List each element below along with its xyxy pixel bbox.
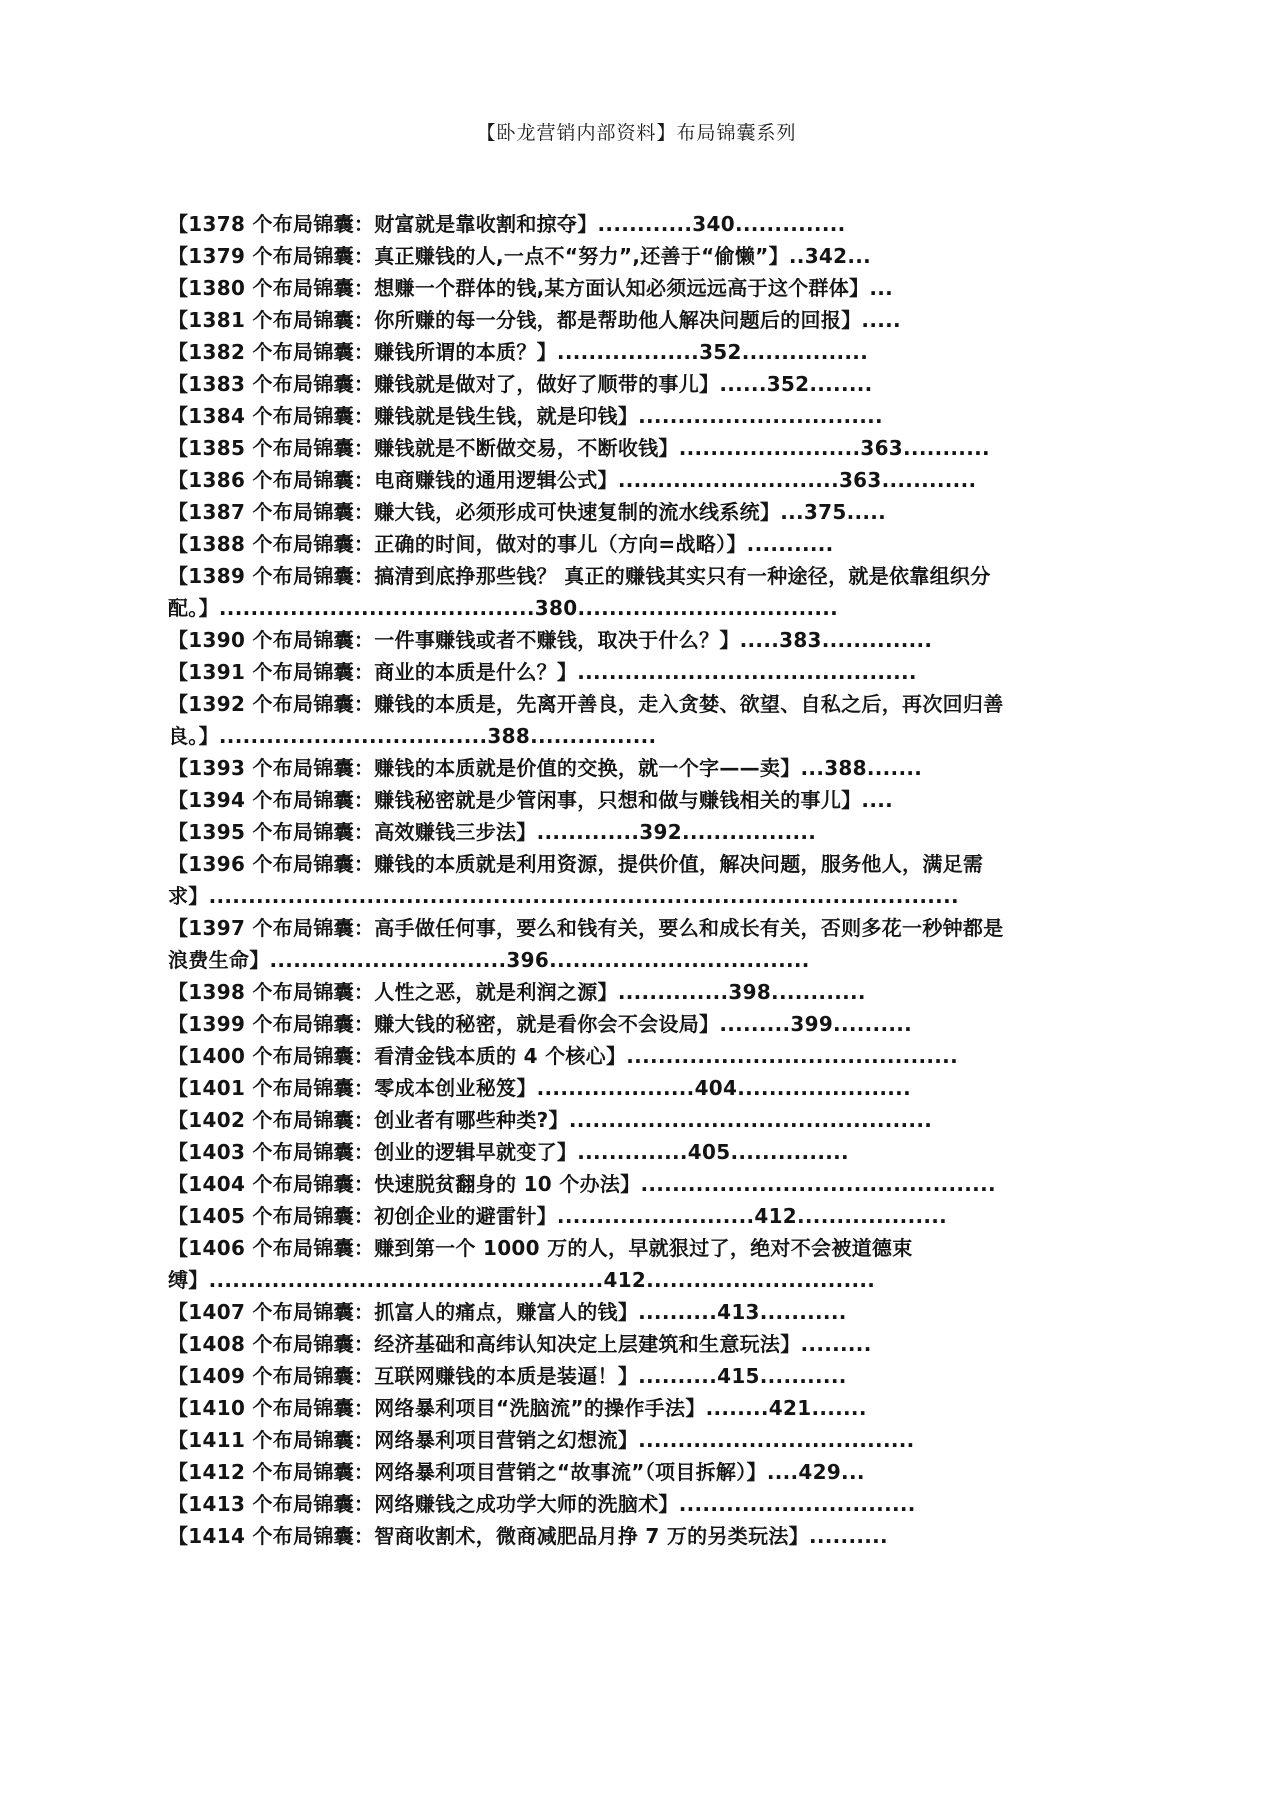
toc-entry: 【1394 个布局锦囊：赚钱秘密就是少管闲事，只想和做与赚钱相关的事儿】.... [168,788,894,812]
toc-entry: 【1395 个布局锦囊：高效赚钱三步法】.............392................. [168,820,817,844]
toc-entry: 【1401 个布局锦囊：零成本创业秘笈】....................404...................... [168,1076,911,1100]
toc-entry: 【1385 个布局锦囊：赚钱就是不断做交易，不断收钱】.......................363........... [168,436,990,460]
toc-entry: 【1404 个布局锦囊：快速脱贫翻身的 10 个办法】............................................. [168,1172,996,1196]
toc-entry: 【1405 个布局锦囊：初创企业的避雷针】.........................412................... [168,1204,948,1228]
toc-entry: 【1393 个布局锦囊：赚钱的本质就是价值的交换，就一个字——卖】...388....... [168,756,923,780]
toc-entry: 【1384 个布局锦囊：赚钱就是钱生钱，就是印钱】............................... [168,404,883,428]
toc-entry: 【1409 个布局锦囊：互联网赚钱的本质是装逼！】..........415........... [168,1364,847,1388]
toc-entry: 【1411 个布局锦囊：网络暴利项目营销之幻想流】................................... [168,1428,915,1452]
toc-entry: 【1407 个布局锦囊：抓富人的痛点，赚富人的钱】..........413........... [168,1300,847,1324]
toc-entry: 【1412 个布局锦囊：网络暴利项目营销之“故事流”（项目拆解）】....429... [168,1460,865,1484]
toc-entry: 【1413 个布局锦囊：网络赚钱之成功学大师的洗脑术】.............................. [168,1492,916,1516]
toc-entry: 【1399 个布局锦囊：赚大钱的秘密，就是看你会不会设局】.........399.......... [168,1012,913,1036]
toc-entry: 【1380 个布局锦囊：想赚一个群体的钱,某方面认知必须远远高于这个群体】... [168,276,894,300]
toc-entry: 【1398 个布局锦囊：人性之恶，就是利润之源】..............398............ [168,980,866,1004]
toc-entry: 【1386 个布局锦囊：电商赚钱的通用逻辑公式】............................363............ [168,468,977,492]
toc-entry: 【1408 个布局锦囊：经济基础和高纬认知决定上层建筑和生意玩法】......... [168,1332,872,1356]
toc-entry: 【1383 个布局锦囊：赚钱就是做对了，做好了顺带的事儿】......352........ [168,372,873,396]
toc-entry: 【1389 个布局锦囊：搞清到底挣那些钱？ 真正的赚钱其实只有一种途径，就是依靠组织分配。】........................................380................................. [168,564,991,620]
toc-entry: 【1391 个布局锦囊：商业的本质是什么？】........................................... [168,660,917,684]
toc-entry: 【1379 个布局锦囊：真正赚钱的人,一点不“努力”,还善于“偷懒”】..342... [168,244,872,268]
toc-entry: 【1381 个布局锦囊：你所赚的每一分钱，都是帮助他人解决问题后的回报】..... [168,308,901,332]
toc-entry: 【1396 个布局锦囊：赚钱的本质就是利用资源，提供价值，解决问题，服务他人，满足需求】............................................................................................... [168,852,984,908]
page-header: 【卧龙营销内部资料】布局锦囊系列 [476,122,797,144]
toc-entry: 【1390 个布局锦囊：一件事赚钱或者不赚钱，取决于什么？】.....383.............. [168,628,933,652]
toc-entry: 【1397 个布局锦囊：高手做任何事，要么和钱有关，要么和成长有关，否则多花一秒钟都是浪费生命】..............................396................................. [168,916,1004,972]
toc-entry: 【1402 个布局锦囊：创业者有哪些种类?】.............................................. [168,1108,933,1132]
toc-entry: 【1410 个布局锦囊：网络暴利项目“洗脑流”的操作手法】........421....... [168,1396,867,1420]
toc-entry: 【1382 个布局锦囊：赚钱所谓的本质？】..................352................ [168,340,869,364]
toc-entry: 【1387 个布局锦囊：赚大钱，必须形成可快速复制的流水线系统】...375..... [168,500,887,524]
toc-entry: 【1378 个布局锦囊：财富就是靠收割和掠夺】............340.............. [168,212,846,236]
toc-entry: 【1400 个布局锦囊：看清金钱本质的 4 个核心】.......................................... [168,1044,958,1068]
toc-entry: 【1414 个布局锦囊：智商收割术，微商减肥品月挣 7 万的另类玩法】.......... [168,1524,888,1548]
toc-entry: 【1388 个布局锦囊：正确的时间，做对的事儿（方向=战略）】........... [168,532,834,556]
toc-entry: 【1403 个布局锦囊：创业的逻辑早就变了】..............405............... [168,1140,849,1164]
toc-entry: 【1406 个布局锦囊：赚到第一个 1000 万的人，早就狠过了，绝对不会被道德束缚】..................................................412............................. [168,1236,913,1292]
table-of-contents [168,208,1006,1552]
toc-entry: 【1392 个布局锦囊：赚钱的本质是，先离开善良，走入贪婪、欲望、自私之后，再次回归善良。】..................................388................ [168,692,1004,748]
